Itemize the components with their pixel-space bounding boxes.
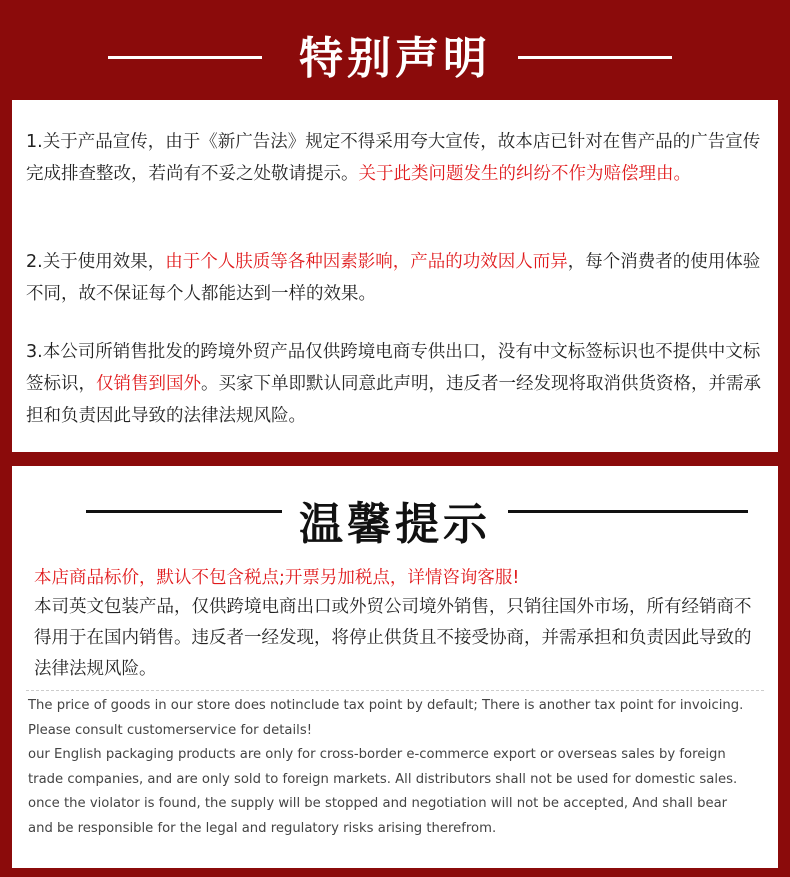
statement-paragraph-3 [26, 336, 766, 432]
english-notice [28, 694, 768, 842]
statement-1-text: 1.关于产品宣传，由于《新广告法》规定不得采用夸大宣传，故本店已针对在售产品的广告宣传完成排查整改，若尚有不妥之处敬请提示。 [26, 132, 761, 184]
statement-3-red-text: 仅销售到国外 [96, 374, 201, 394]
english-line: our English packaging products are only for cross-border e-commerce export or overseas sales by foreign [28, 747, 726, 763]
statement-2-text-after: ，每个消费者的使用体验不同，故不保证每个人都能达到一样的效果。 [26, 252, 761, 304]
special-statement-title: 特别声明 [299, 33, 491, 84]
statement-paragraph-2 [26, 246, 766, 310]
statement-1-red-text: 关于此类问题发生的纠纷不作为赔偿理由。 [358, 164, 691, 184]
packaging-notice: 本司英文包装产品，仅供跨境电商出口或外贸公司境外销售，只销往国外市场，所有经销商不得用于在国内销售。违反者一经发现，将停止供货且不接受协商，并需承担和负责因此导致的法律法规风险。 [34, 597, 752, 679]
english-line: and be responsible for the legal and regulatory risks arising therefrom. [28, 820, 497, 836]
statement-paragraph-1 [26, 126, 766, 190]
english-line: trade companies, and are only sold to foreign markets. All distributors shall not be used for domestic sales. [28, 771, 738, 787]
title-rule-right [518, 56, 672, 59]
dashed-divider [26, 690, 764, 691]
tax-notice: 本店商品标价，默认不包含税点;开票另加税点，详情咨询客服! [34, 568, 520, 588]
warm-tips-title: 温馨提示 [299, 499, 491, 550]
statement-2-red-text: 由于个人肤质等各种因素影响，产品的功效因人而异 [165, 252, 568, 272]
english-line: The price of goods in our store does notinclude tax point by default; There is another tax point for invoicing. [28, 698, 744, 713]
english-line: Please consult customerservice for details! [28, 722, 312, 738]
special-statement-panel [12, 100, 778, 452]
statement-2-text-before: 2.关于使用效果， [26, 252, 166, 272]
english-line: once the violator is found, the supply will be stopped and negotiation will not be accepted, And shall bear [28, 796, 728, 812]
warm-tips-panel [12, 466, 778, 868]
statement-3-text-after: 。买家下单即默认同意此声明，违反者一经发现将取消供货资格，并需承担和负责因此导致的法律法规风险。 [26, 374, 761, 426]
statement-3-text-before: 3.本公司所销售批发的跨境外贸产品仅供跨境电商专供出口，没有中文标签标识也不提供中文标签标识， [26, 342, 761, 394]
special-statement-header [0, 0, 790, 100]
tips-rule-right [508, 510, 748, 513]
